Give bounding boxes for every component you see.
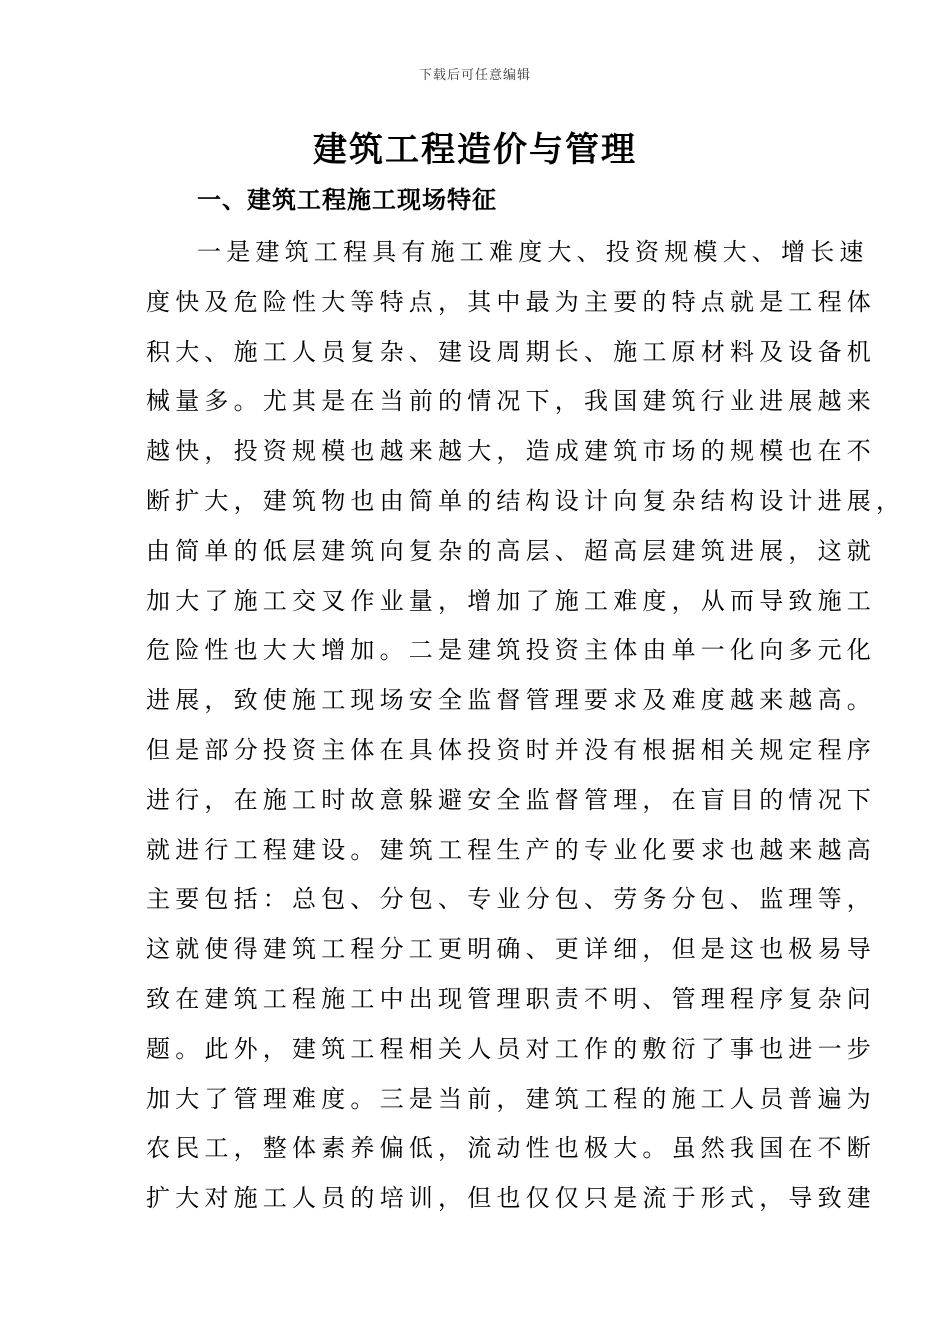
body-line: 积大、施工人员复杂、建设周期长、施工原材料及设备机 <box>146 337 876 366</box>
body-line: 就进行工程建设。建筑工程生产的专业化要求也越来越高 <box>146 835 876 864</box>
document-title: 建筑工程造价与管理 <box>313 130 637 170</box>
body-line: 扩大对施工人员的培训，但也仅仅只是流于形式，导致建 <box>146 1184 876 1213</box>
body-line: 致在建筑工程施工中出现管理职责不明、管理程序复杂问 <box>146 984 876 1013</box>
body-line: 农民工，整体素养偏低，流动性也极大。虽然我国在不断 <box>146 1134 876 1163</box>
body-line: 但是部分投资主体在具体投资时并没有根据相关规定程序 <box>146 735 876 764</box>
body-line: 越快，投资规模也越来越大，造成建筑市场的规模也在不 <box>146 437 876 466</box>
body-line: 械量多。尤其是在当前的情况下，我国建筑行业进展越来 <box>146 387 876 416</box>
body-paragraph <box>146 228 906 1224</box>
body-line: 进行，在施工时故意躲避安全监督管理，在盲目的情况下 <box>146 785 876 814</box>
page-header: 下载后可任意编辑 <box>418 68 531 83</box>
body-line: 加大了管理难度。三是当前，建筑工程的施工人员普遍为 <box>146 1084 876 1113</box>
section-heading: 一、建筑工程施工现场特征 <box>197 185 497 214</box>
body-line: 一是建筑工程具有施工难度大、投资规模大、增长速 <box>197 238 869 266</box>
body-line: 危险性也大大增加。二是建筑投资主体由单一化向多元化 <box>146 636 876 665</box>
body-line: 度快及危险性大等特点，其中最为主要的特点就是工程体 <box>146 287 876 316</box>
body-line: 断扩大，建筑物也由简单的结构设计向复杂结构设计进展， <box>146 486 906 515</box>
body-line: 这就使得建筑工程分工更明确、更详细，但是这也极易导 <box>146 935 876 964</box>
body-line: 加大了施工交叉作业量，增加了施工难度，从而导致施工 <box>146 586 876 615</box>
body-line: 由简单的低层建筑向复杂的高层、超高层建筑进展，这就 <box>146 536 876 565</box>
body-line: 进展，致使施工现场安全监督管理要求及难度越来越高。 <box>146 686 876 715</box>
body-line: 题。此外，建筑工程相关人员对工作的敷衍了事也进一步 <box>146 1034 876 1063</box>
body-line: 主要包括：总包、分包、专业分包、劳务分包、监理等， <box>146 885 876 914</box>
